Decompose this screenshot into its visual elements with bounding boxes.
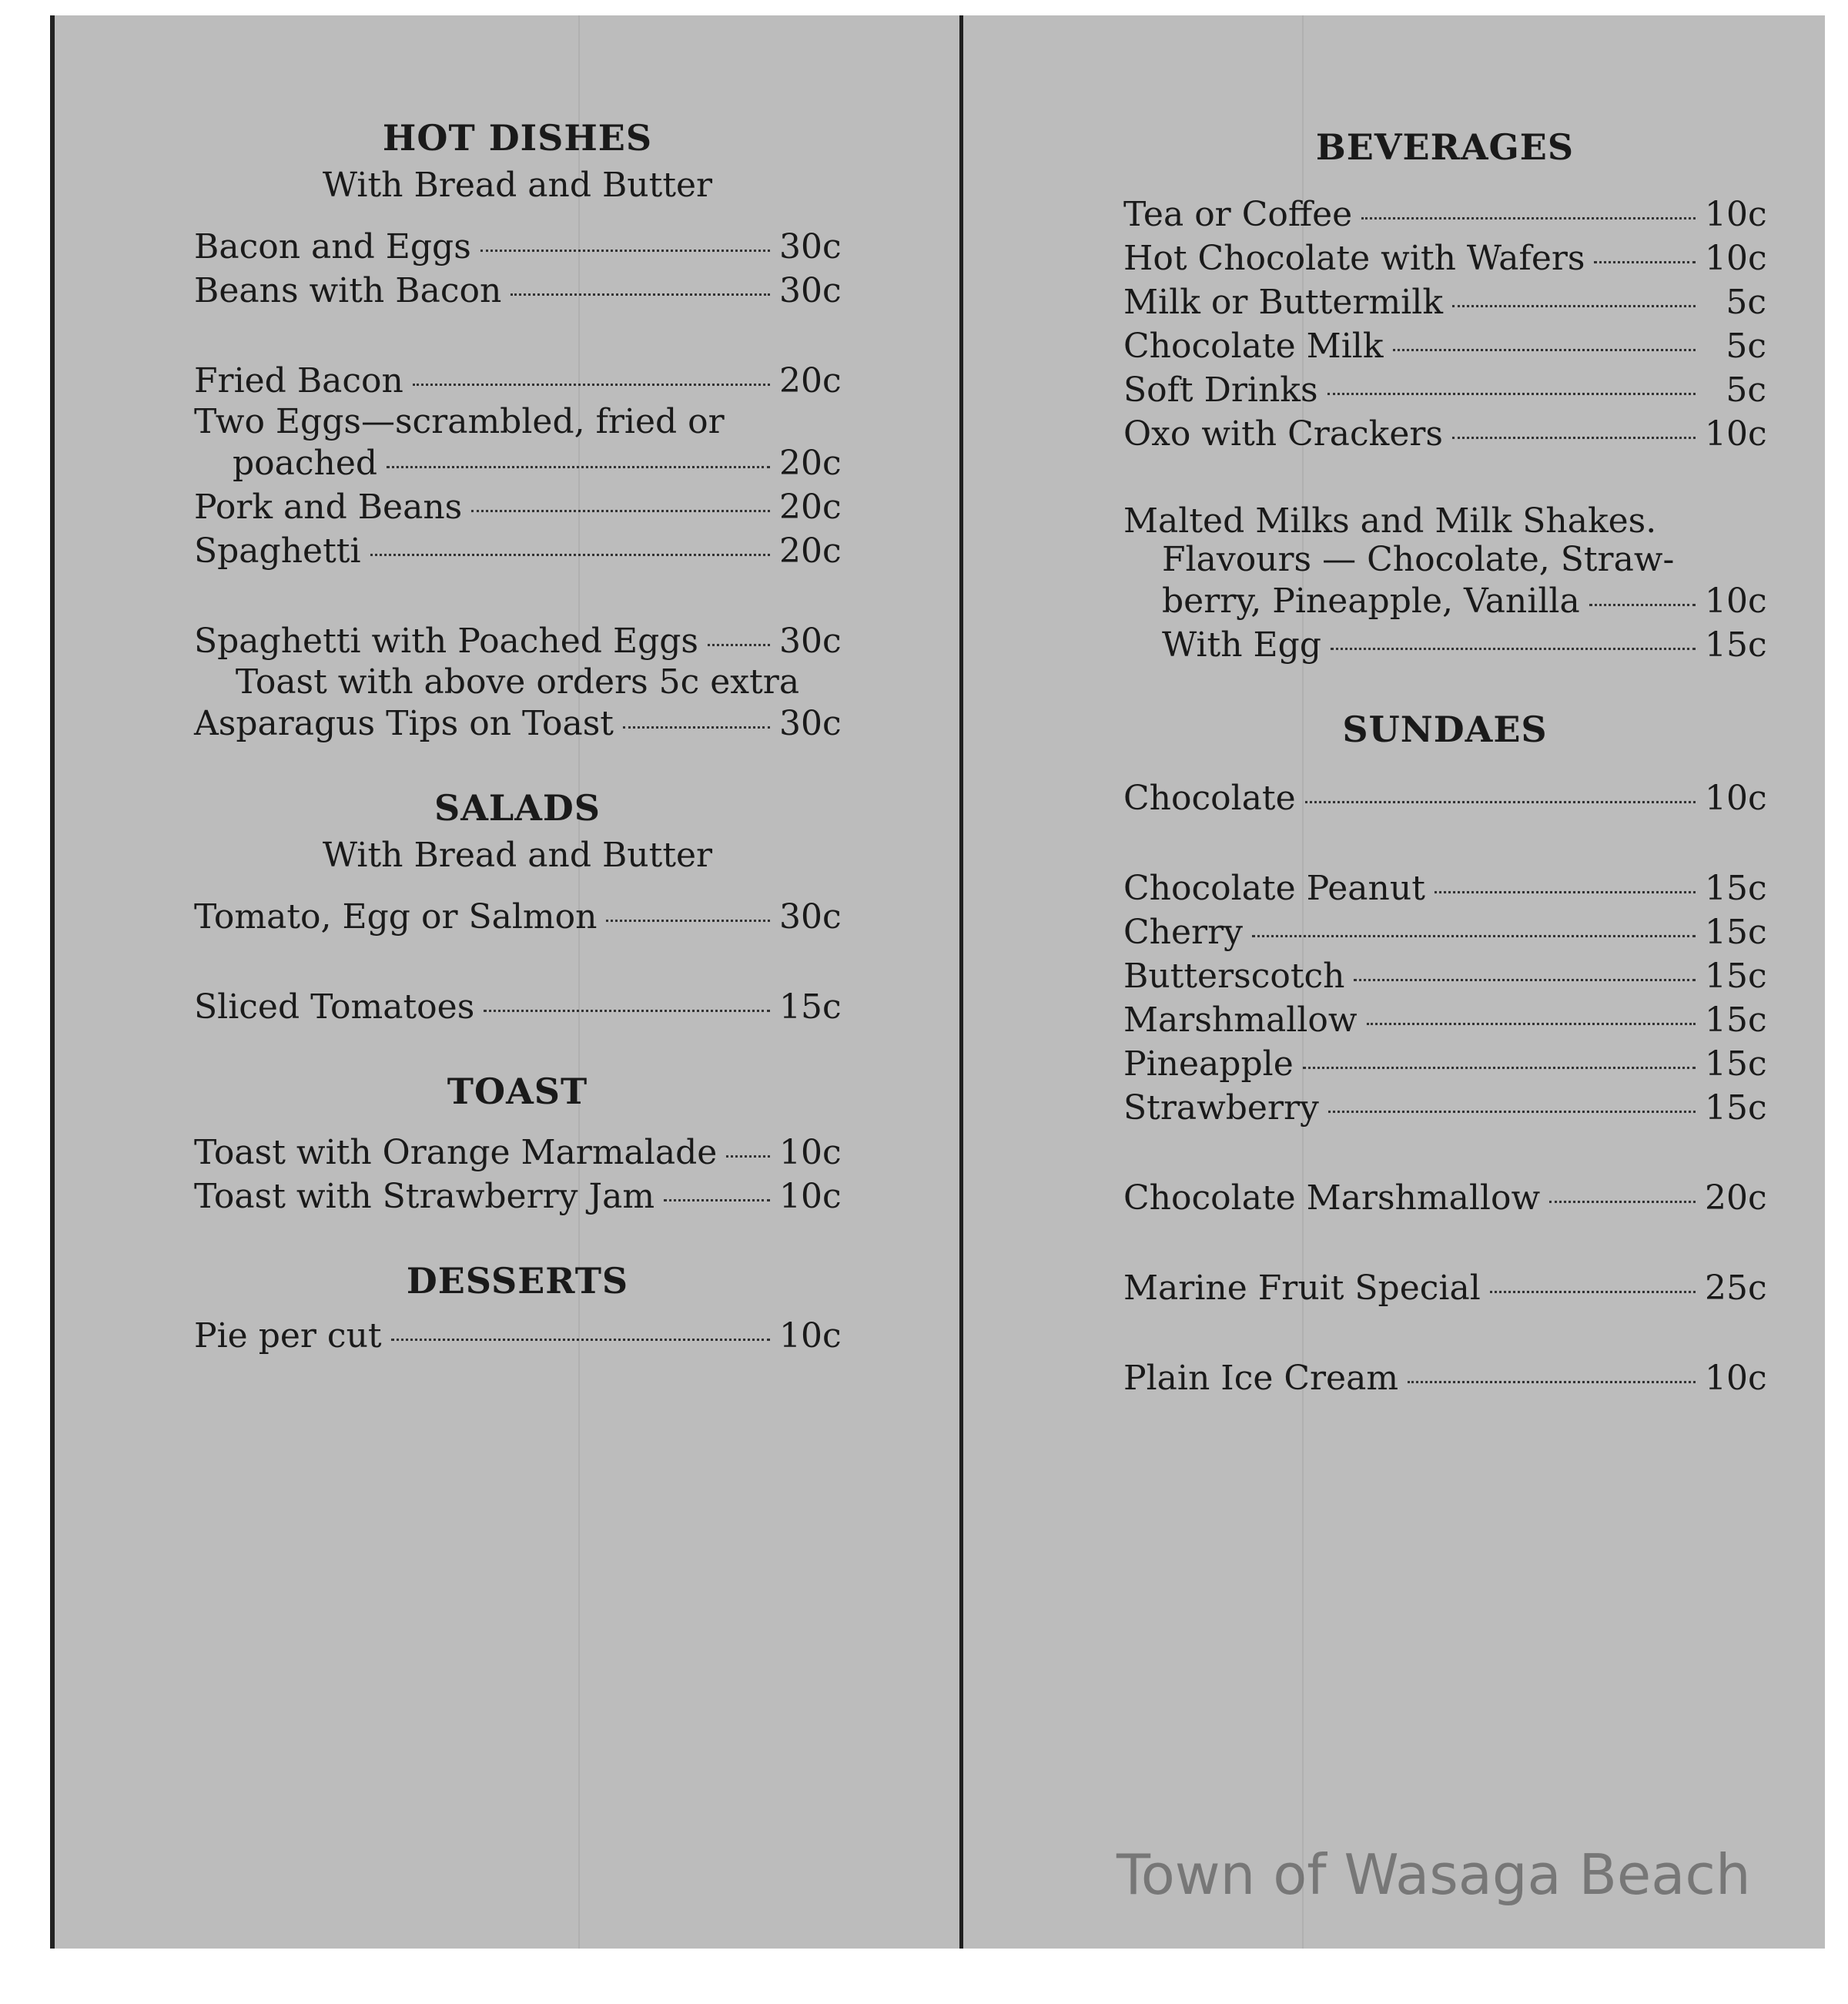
item-name: Pie per cut xyxy=(194,1316,382,1356)
item-name: With Egg xyxy=(1162,625,1321,665)
item-name-line: Two Eggs—scrambled, fried or xyxy=(194,402,725,441)
menu-item xyxy=(194,485,841,529)
item-price: 15c xyxy=(1705,1044,1767,1084)
menu-item xyxy=(1123,579,1766,623)
item-price: 25c xyxy=(1705,1268,1767,1308)
item-price: 30c xyxy=(779,227,842,266)
leader-dots xyxy=(1305,801,1696,803)
leader-dots xyxy=(1354,979,1696,981)
item-price: 30c xyxy=(779,622,842,661)
left-column xyxy=(194,114,841,1358)
menu-item xyxy=(194,1131,841,1175)
leader-dots xyxy=(480,250,770,252)
item-name: berry, Pineapple, Vanilla xyxy=(1162,581,1580,621)
menu-item xyxy=(1123,866,1766,910)
leader-dots xyxy=(391,1339,770,1341)
item-name: Chocolate Marshmallow xyxy=(1123,1178,1541,1218)
leader-dots xyxy=(1303,1067,1696,1069)
item-price: 10c xyxy=(1705,239,1767,278)
item-price: 15c xyxy=(1705,1000,1767,1040)
menu-item xyxy=(1123,910,1766,954)
item-price: 15c xyxy=(1705,957,1767,996)
item-price: 30c xyxy=(779,704,842,743)
menu-sheet xyxy=(50,15,1825,1949)
salads-subtitle: With Bread and Butter xyxy=(322,836,713,875)
item-name: Asparagus Tips on Toast xyxy=(194,704,614,743)
item-name: Spaghetti with Poached Eggs xyxy=(194,622,698,661)
toast-heading: TOAST xyxy=(447,1071,588,1112)
menu-item xyxy=(1123,954,1766,998)
item-name: Pineapple xyxy=(1123,1044,1294,1084)
watermark-text: Town of Wasaga Beach xyxy=(1116,1842,1751,1907)
leader-dots xyxy=(387,466,770,468)
leader-dots xyxy=(1490,1291,1696,1293)
right-page xyxy=(963,15,1830,1949)
leader-dots xyxy=(1589,604,1696,606)
item-price: 10c xyxy=(779,1316,842,1356)
menu-item xyxy=(1123,1356,1766,1400)
item-name: Spaghetti xyxy=(194,531,361,571)
item-price: 10c xyxy=(1705,581,1767,621)
menu-item xyxy=(194,225,841,269)
leader-dots xyxy=(1408,1381,1696,1383)
item-price: 30c xyxy=(779,897,842,937)
item-price: 10c xyxy=(1705,195,1767,234)
menu-item xyxy=(1123,193,1766,236)
leader-dots xyxy=(708,644,770,646)
leader-dots xyxy=(1594,261,1696,263)
item-name: Plain Ice Cream xyxy=(1123,1359,1399,1398)
item-price: 10c xyxy=(1705,414,1767,454)
menu-item xyxy=(194,619,841,663)
item-name: Tomato, Egg or Salmon xyxy=(194,897,598,937)
menu-item xyxy=(194,1314,841,1358)
item-name: Chocolate xyxy=(1123,779,1296,818)
item-price: 5c xyxy=(1726,327,1766,366)
item-name: Marine Fruit Special xyxy=(1123,1268,1481,1308)
menu-item xyxy=(194,702,841,746)
leader-dots xyxy=(1393,349,1696,351)
item-name: Soft Drinks xyxy=(1123,370,1318,410)
leader-dots xyxy=(471,510,770,512)
sundaes-heading: SUNDAES xyxy=(1342,709,1548,750)
leader-dots xyxy=(664,1199,770,1201)
item-price: 10c xyxy=(779,1133,842,1172)
leader-dots xyxy=(1435,891,1696,893)
leader-dots xyxy=(726,1155,770,1158)
item-name: Bacon and Eggs xyxy=(194,227,471,266)
right-column xyxy=(1123,123,1766,1400)
item-price: 30c xyxy=(779,271,842,310)
menu-item xyxy=(194,895,841,939)
item-name: Beans with Bacon xyxy=(194,271,502,310)
item-price: 10c xyxy=(779,1177,842,1216)
item-price: 20c xyxy=(779,488,842,527)
item-name: Milk or Buttermilk xyxy=(1123,283,1443,322)
item-price: 10c xyxy=(1705,779,1767,818)
item-price: 5c xyxy=(1726,283,1766,322)
item-name: Tea or Coffee xyxy=(1123,195,1353,234)
menu-note: Toast with above orders 5c extra xyxy=(235,662,800,702)
leader-dots xyxy=(1367,1023,1696,1025)
item-name: Oxo with Crackers xyxy=(1123,414,1443,454)
menu-item xyxy=(1123,1042,1766,1086)
hot-dishes-subtitle: With Bread and Butter xyxy=(322,166,713,205)
menu-item xyxy=(1123,1086,1766,1130)
menu-item xyxy=(194,1175,841,1218)
beverages-heading: BEVERAGES xyxy=(1315,126,1575,168)
item-name: Sliced Tomatoes xyxy=(194,987,475,1027)
item-price: 15c xyxy=(1705,913,1767,952)
leader-dots xyxy=(1328,1111,1696,1113)
item-price: 15c xyxy=(1705,625,1767,665)
item-name: Butterscotch xyxy=(1123,957,1345,996)
item-price: 20c xyxy=(1705,1178,1767,1218)
item-name-line: Flavours — Chocolate, Straw- xyxy=(1162,540,1675,579)
menu-item xyxy=(1123,236,1766,280)
hot-dishes-heading: HOT DISHES xyxy=(382,117,653,159)
menu-item xyxy=(194,529,841,573)
salads-heading: SALADS xyxy=(434,787,601,829)
item-name: poached xyxy=(233,444,378,483)
item-price: 15c xyxy=(1705,1088,1767,1128)
leader-dots xyxy=(511,293,770,296)
desserts-heading: DESSERTS xyxy=(406,1260,629,1302)
leader-dots xyxy=(1452,305,1696,307)
item-name: Fried Bacon xyxy=(194,361,403,400)
menu-item xyxy=(194,441,841,485)
leader-dots xyxy=(1549,1201,1696,1203)
item-name: Chocolate Milk xyxy=(1123,327,1384,366)
menu-item xyxy=(194,359,841,403)
menu-item xyxy=(1123,776,1766,820)
item-name: Hot Chocolate with Wafers xyxy=(1123,239,1585,278)
item-name: Pork and Beans xyxy=(194,488,463,527)
item-price: 20c xyxy=(779,444,842,483)
left-page xyxy=(59,15,959,1949)
leader-dots xyxy=(484,1010,770,1012)
item-price: 20c xyxy=(779,361,842,400)
item-name: Strawberry xyxy=(1123,1088,1319,1128)
item-name: Marshmallow xyxy=(1123,1000,1358,1040)
leader-dots xyxy=(1252,935,1696,937)
leader-dots xyxy=(1452,437,1696,439)
menu-item xyxy=(1123,412,1766,456)
item-name: Cherry xyxy=(1123,913,1243,952)
menu-item xyxy=(1123,324,1766,368)
leader-dots xyxy=(606,920,770,922)
item-price: 10c xyxy=(1705,1359,1767,1398)
leader-dots xyxy=(370,554,770,556)
leader-dots xyxy=(1327,393,1696,395)
leader-dots xyxy=(413,384,770,386)
menu-item xyxy=(1123,280,1766,324)
item-price: 15c xyxy=(779,987,842,1027)
leader-dots xyxy=(623,726,770,729)
menu-item xyxy=(1123,623,1766,667)
leader-dots xyxy=(1361,217,1696,220)
item-name: Chocolate Peanut xyxy=(1123,869,1425,908)
menu-item xyxy=(194,985,841,1029)
item-name-line: Malted Milks and Milk Shakes. xyxy=(1123,501,1657,541)
item-name: Toast with Strawberry Jam xyxy=(194,1177,655,1216)
menu-item xyxy=(194,269,841,313)
menu-item xyxy=(1123,368,1766,412)
item-price: 20c xyxy=(779,531,842,571)
item-price: 5c xyxy=(1726,370,1766,410)
menu-item xyxy=(1123,998,1766,1042)
item-name: Toast with Orange Marmalade xyxy=(194,1133,718,1172)
menu-item xyxy=(1123,1266,1766,1310)
menu-item xyxy=(1123,1176,1766,1220)
leader-dots xyxy=(1331,648,1696,650)
item-price: 15c xyxy=(1705,869,1767,908)
